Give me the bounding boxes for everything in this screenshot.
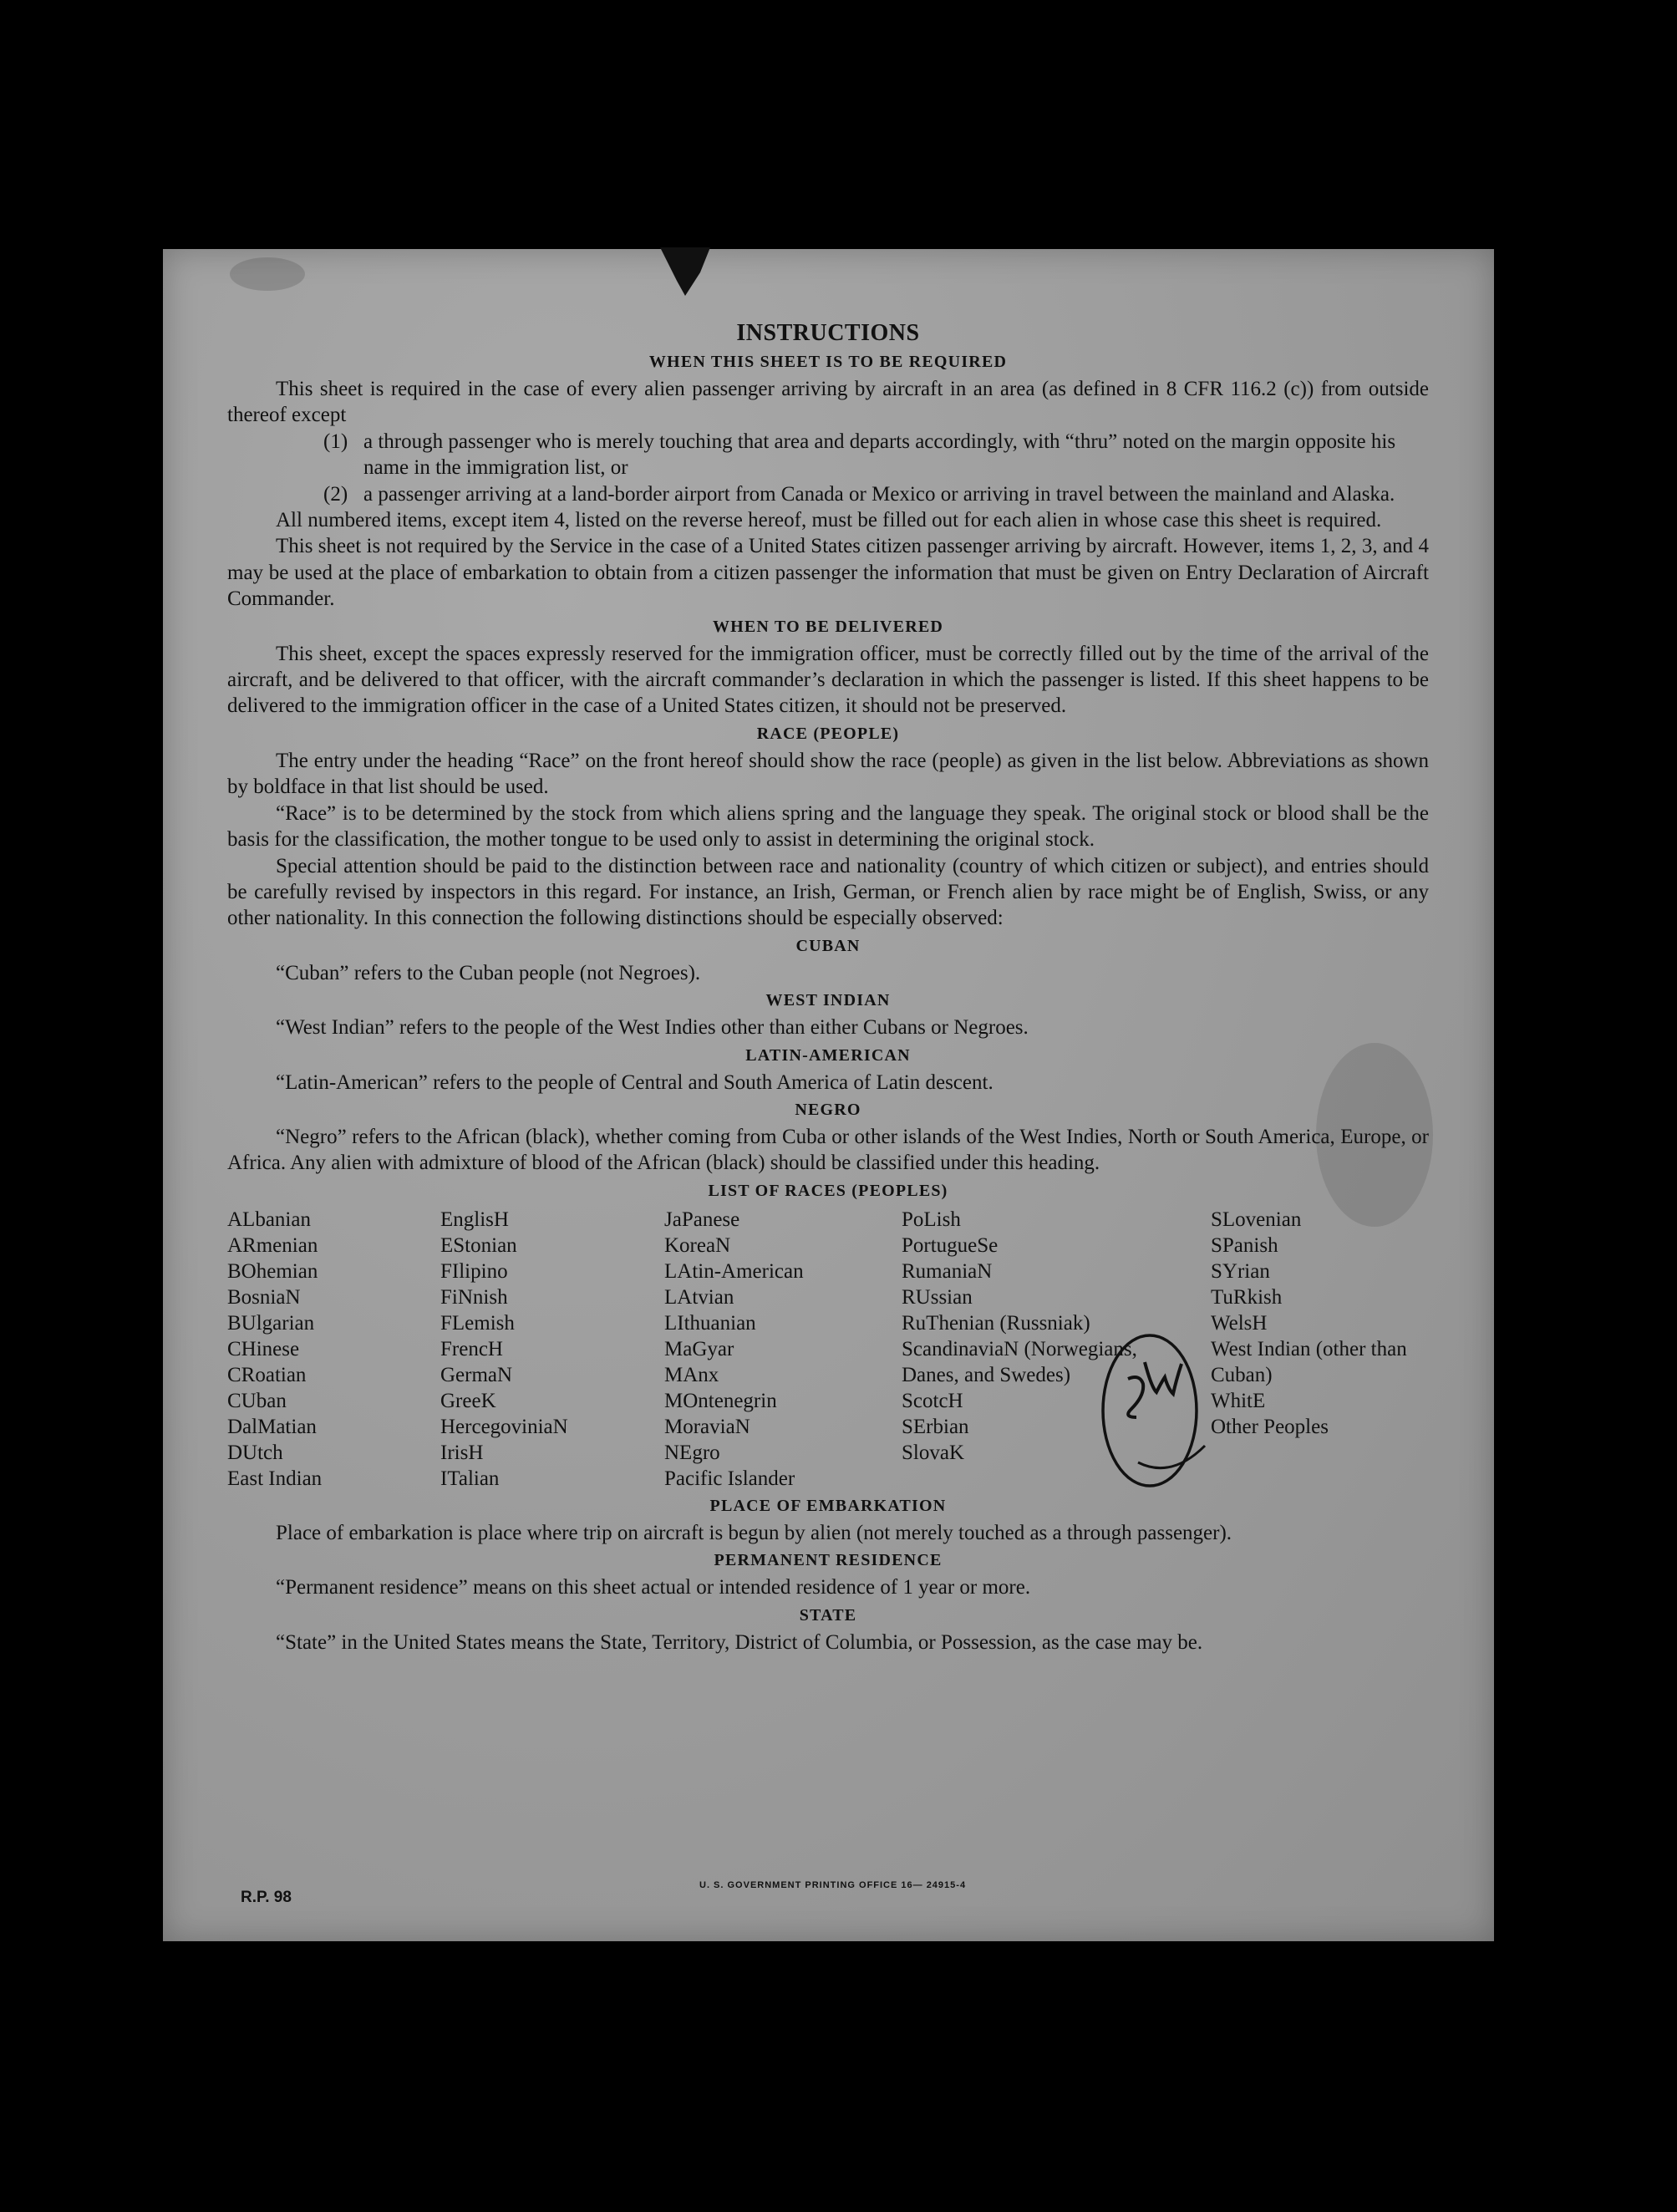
- list-item: [227, 481, 1429, 507]
- race-entry: MAnx: [664, 1363, 719, 1386]
- section-heading-race: RACE (PEOPLE): [756, 724, 900, 743]
- section-heading-latin-american: LATIN-AMERICAN: [745, 1045, 911, 1065]
- paragraph: “Latin-American” refers to the people of Central and South America of Latin descent.: [276, 1070, 993, 1094]
- race-entry: HercegoviniaN: [440, 1415, 568, 1438]
- race-entry: WhitE: [1211, 1389, 1266, 1412]
- item-number: (1): [323, 430, 348, 453]
- race-entry: FLemish: [440, 1311, 515, 1335]
- section-heading-cuban: CUBAN: [795, 936, 861, 955]
- race-entry: PoLish: [902, 1208, 961, 1231]
- race-entry: KoreaN: [664, 1233, 731, 1257]
- paragraph: “State” in the United States means the State, Territory, District of Columbia, or Possession, as the case may be.: [276, 1630, 1203, 1654]
- item-number: (2): [323, 482, 348, 506]
- paragraph: Place of embarkation is place where trip on aircraft is begun by alien (not merely touched as a through passenger).: [276, 1521, 1232, 1544]
- page-title: INSTRUCTIONS: [736, 320, 920, 346]
- races-column: [440, 1207, 664, 1492]
- race-entry: LAtin-American: [664, 1259, 804, 1283]
- paragraph: This sheet is not required by the Service in the case of a United States citizen passenger arriving by aircraft. However, items 1, 2, 3, and 4 may be used at the place of embarkation to obtain from a citizen passenger the information that must be given on Entry Declaration of Aircraft Commander.: [227, 535, 1429, 611]
- instructions-content: [227, 319, 1429, 1655]
- race-entry: MoraviaN: [664, 1415, 750, 1438]
- race-entry: NEgro: [664, 1441, 720, 1464]
- race-entry: BUlgarian: [227, 1311, 315, 1335]
- race-entry: ALbanian: [227, 1208, 311, 1231]
- race-entry: MaGyar: [664, 1337, 734, 1360]
- race-entry: RUssian: [902, 1285, 973, 1309]
- race-entry: LIthuanian: [664, 1311, 756, 1335]
- paragraph: “Negro” refers to the African (black), whether coming from Cuba or other islands of the West Indies, North or South America, Europe, or Africa. Any alien with admixture of blood of the African (black) should be classified under this heading.: [227, 1125, 1429, 1175]
- torn-corner-icon: [660, 247, 710, 297]
- paragraph: This sheet, except the spaces expressly reserved for the immigration officer, must be correctly filled out by the time of the arrival of the aircraft, and be delivered to that officer, with the aircraft commander’s declaration in which the passenger is listed. If this sheet happens to be delivered to the immigration officer in the case of a United States citizen, it should not be preserved.: [227, 642, 1429, 718]
- race-entry: EnglisH: [440, 1208, 509, 1231]
- paragraph: “Cuban” refers to the Cuban people (not Negroes).: [276, 961, 701, 984]
- paragraph: “Race” is to be determined by the stock from which aliens spring and the language they speak. The original stock or blood shall be the basis for the classification, the mother tongue to be used only to assist in determining the original stock.: [227, 801, 1429, 852]
- section-heading-west-indian: WEST INDIAN: [765, 991, 891, 1010]
- race-entry: LAtvian: [664, 1285, 734, 1309]
- race-entry: IrisH: [440, 1441, 484, 1464]
- paragraph: “Permanent residence” means on this sheet actual or intended residence of 1 year or more.: [276, 1576, 1031, 1599]
- item-text: a through passenger who is merely touching that area and departs accordingly, with “thru” noted on the margin opposite his name in the immigration list, or: [363, 430, 1396, 480]
- race-entry: FIlipino: [440, 1259, 508, 1283]
- race-entry: GreeK: [440, 1389, 496, 1412]
- races-list: [227, 1207, 1429, 1492]
- race-entry: ScotcH: [902, 1389, 963, 1412]
- form-number: R.P. 98: [241, 1889, 292, 1906]
- paragraph: “West Indian” refers to the people of the West Indies other than either Cubans or Negroes.: [276, 1016, 1029, 1040]
- race-entry: DalMatian: [227, 1415, 317, 1438]
- race-entry: Other Peoples: [1211, 1415, 1329, 1438]
- stain: [230, 257, 305, 291]
- paragraph: The entry under the heading “Race” on the front hereof should show the race (people) as given in the list below. Abbreviations as shown by boldface in that list should be used.: [227, 749, 1429, 799]
- section-heading-state: STATE: [799, 1605, 857, 1625]
- race-entry: FiNnish: [440, 1285, 508, 1309]
- race-entry: TuRkish: [1211, 1285, 1283, 1309]
- race-entry: East Indian: [227, 1467, 323, 1490]
- race-entry: BOhemian: [227, 1259, 318, 1283]
- race-entry: SYrian: [1211, 1259, 1270, 1283]
- race-entry: SlovaK: [902, 1441, 964, 1464]
- races-column: [664, 1207, 902, 1492]
- printer-imprint: U. S. GOVERNMENT PRINTING OFFICE 16— 24915-4: [699, 1880, 967, 1890]
- race-entry: BosniaN: [227, 1285, 301, 1309]
- race-entry: West Indian (other than Cuban): [1211, 1337, 1407, 1386]
- race-entry: RumaniaN: [902, 1259, 993, 1283]
- handwritten-initials-stamp: [1095, 1329, 1210, 1496]
- race-entry: SPanish: [1211, 1233, 1278, 1257]
- section-heading-negro: NEGRO: [795, 1100, 861, 1119]
- paragraph: This sheet is required in the case of every alien passenger arriving by aircraft in an area (as defined in 8 CFR 116.2 (c)) from outside thereof except: [227, 378, 1429, 427]
- race-entry: Pacific Islander: [664, 1467, 795, 1490]
- race-entry: CHinese: [227, 1337, 300, 1360]
- race-entry: EStonian: [440, 1233, 517, 1257]
- race-entry: JaPanese: [664, 1208, 740, 1231]
- race-entry: ScandinaviaN (Norwegians, Danes, and Swedes): [902, 1337, 1137, 1386]
- race-entry: MOntenegrin: [664, 1389, 777, 1412]
- race-entry: WelsH: [1211, 1311, 1268, 1335]
- section-heading-residence: PERMANENT RESIDENCE: [714, 1551, 943, 1570]
- section-heading-embarkation: PLACE OF EMBARKATION: [709, 1496, 947, 1515]
- race-entry: SLovenian: [1211, 1208, 1302, 1231]
- race-entry: FrencH: [440, 1337, 503, 1360]
- race-entry: RuThenian (Russniak): [902, 1311, 1090, 1335]
- races-column: [227, 1207, 440, 1492]
- paragraph: All numbered items, except item 4, listed on the reverse hereof, must be filled out for each alien in whose case this sheet is required.: [276, 509, 1382, 532]
- list-item: [227, 429, 1429, 481]
- race-entry: SErbian: [902, 1415, 969, 1438]
- races-column: [1211, 1207, 1428, 1492]
- race-entry: PortugueSe: [902, 1233, 999, 1257]
- section-heading-when-delivered: WHEN TO BE DELIVERED: [712, 617, 944, 636]
- paragraph: Special attention should be paid to the distinction between race and nationality (country of which citizen or subject), and entries should be carefully revised by inspectors in this regard. For instance, an Irish, German, or French alien by race might be of English, Swiss, or any other nationality. In this connection the following distinctions should be especially observed:: [227, 854, 1429, 930]
- item-text: a passenger arriving at a land-border airport from Canada or Mexico or arriving in travel between the mainland and Alaska.: [363, 482, 1395, 506]
- race-entry: GermaN: [440, 1363, 513, 1386]
- race-entry: CRoatian: [227, 1363, 307, 1386]
- race-entry: ARmenian: [227, 1233, 318, 1257]
- race-entry: DUtch: [227, 1441, 283, 1464]
- section-heading-when-required: WHEN THIS SHEET IS TO BE REQUIRED: [648, 353, 1008, 371]
- race-entry: ITalian: [440, 1467, 500, 1490]
- race-entry: CUban: [227, 1389, 287, 1412]
- section-heading-list-of-races: LIST OF RACES (PEOPLES): [708, 1181, 948, 1200]
